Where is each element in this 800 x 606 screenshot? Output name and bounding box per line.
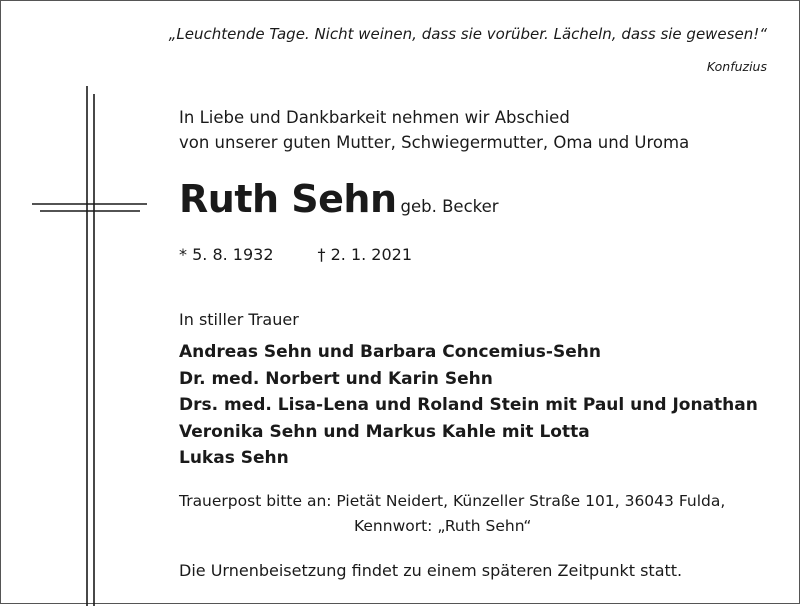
condolence-address-line: Trauerpost bitte an: Pietät Neidert, Künzeller Straße 101, 36043 Fulda, [179,492,726,510]
mourning-label: In stiller Trauer [179,310,299,329]
family-member: Veronika Sehn und Markus Kahle mit Lotta [179,421,590,442]
intro-line-1: In Liebe und Dankbarkeit nehmen wir Abschied [179,108,570,127]
cross-icon [32,86,147,606]
family-member: Andreas Sehn und Barbara Concemius-Sehn [179,342,601,362]
condolence-address [179,489,769,539]
maiden-name: geb. Becker [400,197,499,216]
birth-date: * 5. 8. 1932 [179,245,274,264]
family-member: Drs. med. Lisa-Lena und Roland Stein mit Paul und Jonathan [179,395,758,415]
intro-text [179,105,689,155]
death-date: † 2. 1. 2021 [317,245,413,264]
life-dates [179,245,412,264]
deceased-name-block [179,177,499,221]
family-list [179,339,758,472]
funeral-info: Die Urnenbeisetzung findet zu einem späteren Zeitpunkt statt. [179,561,683,580]
family-member: Lukas Sehn [179,448,289,468]
deceased-name: Ruth Sehn [179,177,397,221]
quote-text: „Leuchtende Tage. Nicht weinen, dass sie vorüber. Lächeln, dass sie gewesen!“ [168,25,767,43]
family-member: Dr. med. Norbert und Karin Sehn [179,368,493,389]
condolence-keyword: Kennwort: „Ruth Sehn“ [354,517,532,535]
quote-author: Konfuzius [706,59,767,74]
intro-line-2: von unserer guten Mutter, Schwiegermutter, Oma und Uroma [179,133,690,152]
